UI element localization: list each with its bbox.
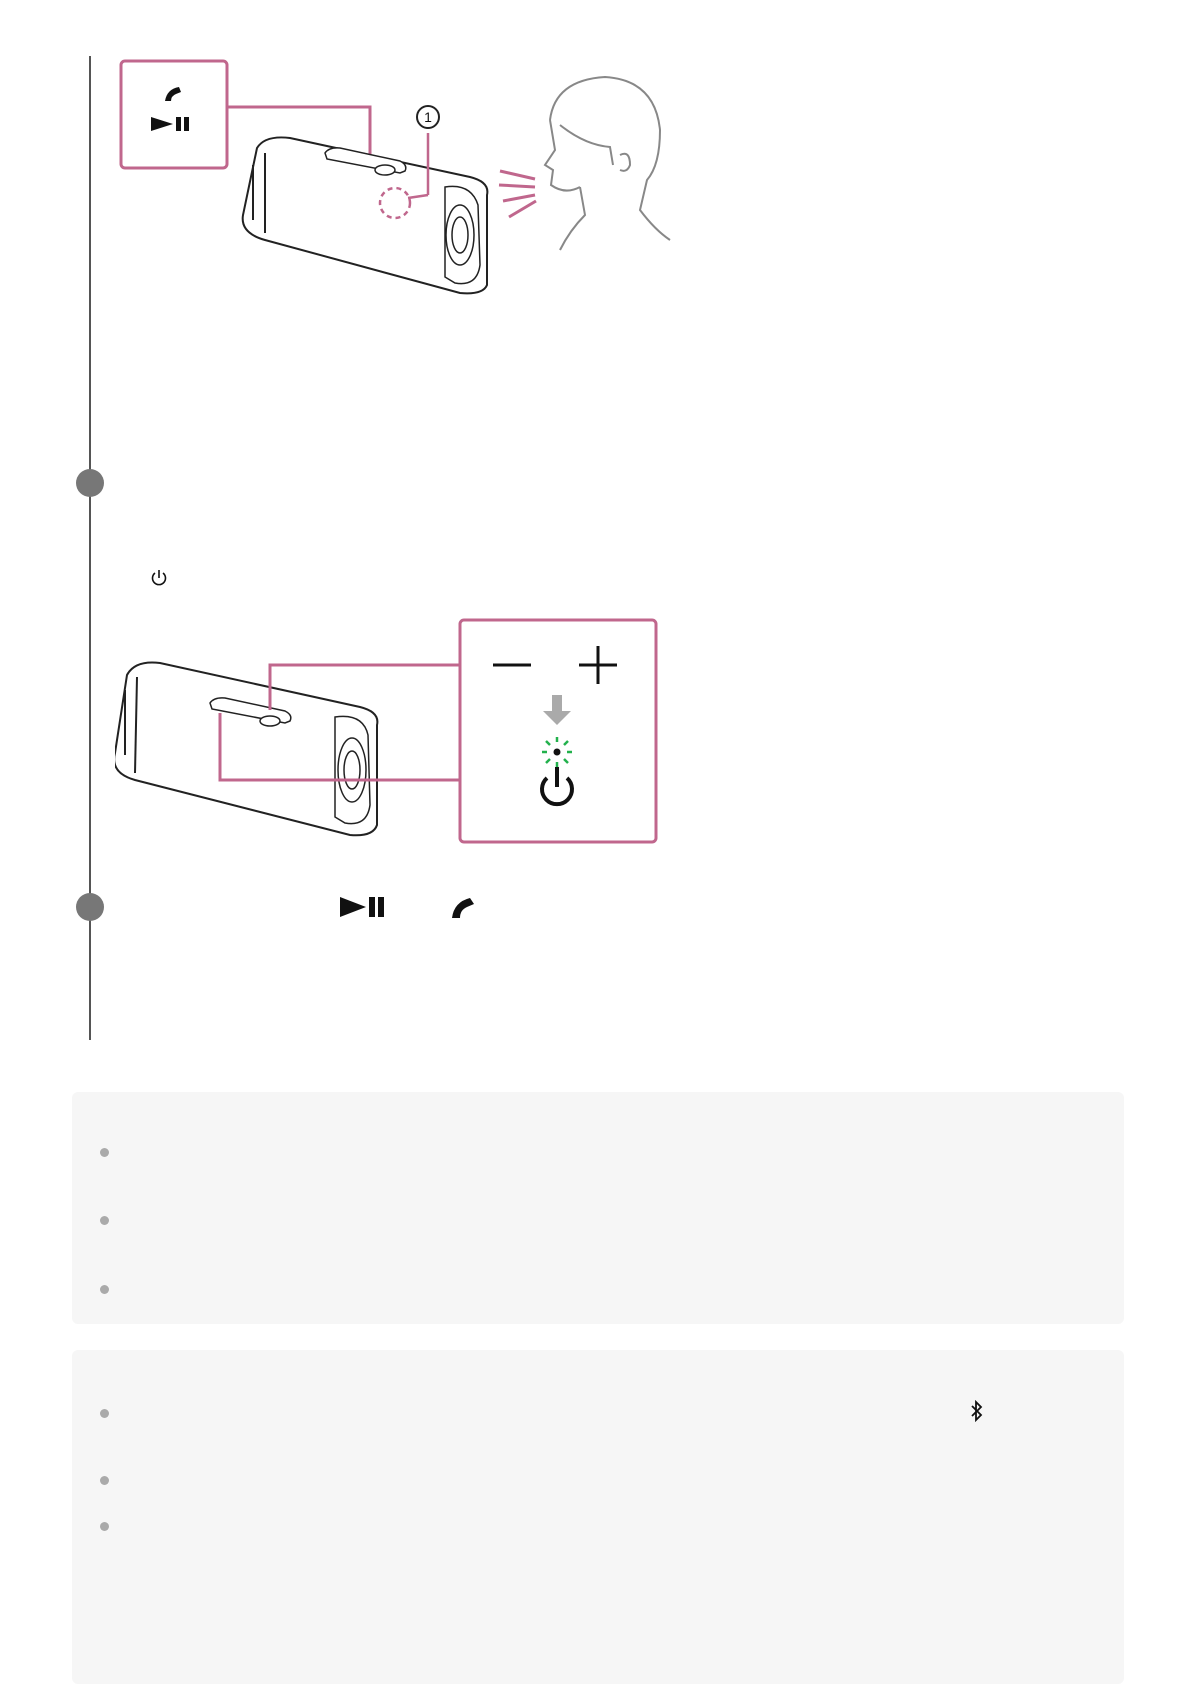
bluetooth-icon <box>970 1400 984 1422</box>
hint-bullet <box>100 1285 109 1294</box>
button-callout <box>460 620 656 842</box>
hint-box <box>72 1092 1124 1324</box>
callout-number: 1 <box>424 109 432 125</box>
step-3-marker <box>76 893 104 921</box>
play-pause-icon <box>340 896 386 918</box>
power-icon <box>150 569 168 587</box>
step-2-marker <box>76 469 104 497</box>
note-bullet <box>100 1476 109 1485</box>
person-illustration <box>545 77 670 250</box>
hint-bullet <box>100 1216 109 1225</box>
sound-waves <box>499 171 536 217</box>
speaker-illustration <box>115 663 377 836</box>
note-bullet <box>100 1409 109 1418</box>
call-button-callout <box>121 61 227 168</box>
figure-speaker-buttons <box>115 615 675 845</box>
note-box <box>72 1350 1124 1684</box>
speaker-illustration <box>243 137 488 293</box>
figure-speaker-microphone <box>115 55 715 315</box>
phone-handset-icon <box>450 896 480 922</box>
hint-bullet <box>100 1148 109 1157</box>
note-bullet <box>100 1522 109 1531</box>
